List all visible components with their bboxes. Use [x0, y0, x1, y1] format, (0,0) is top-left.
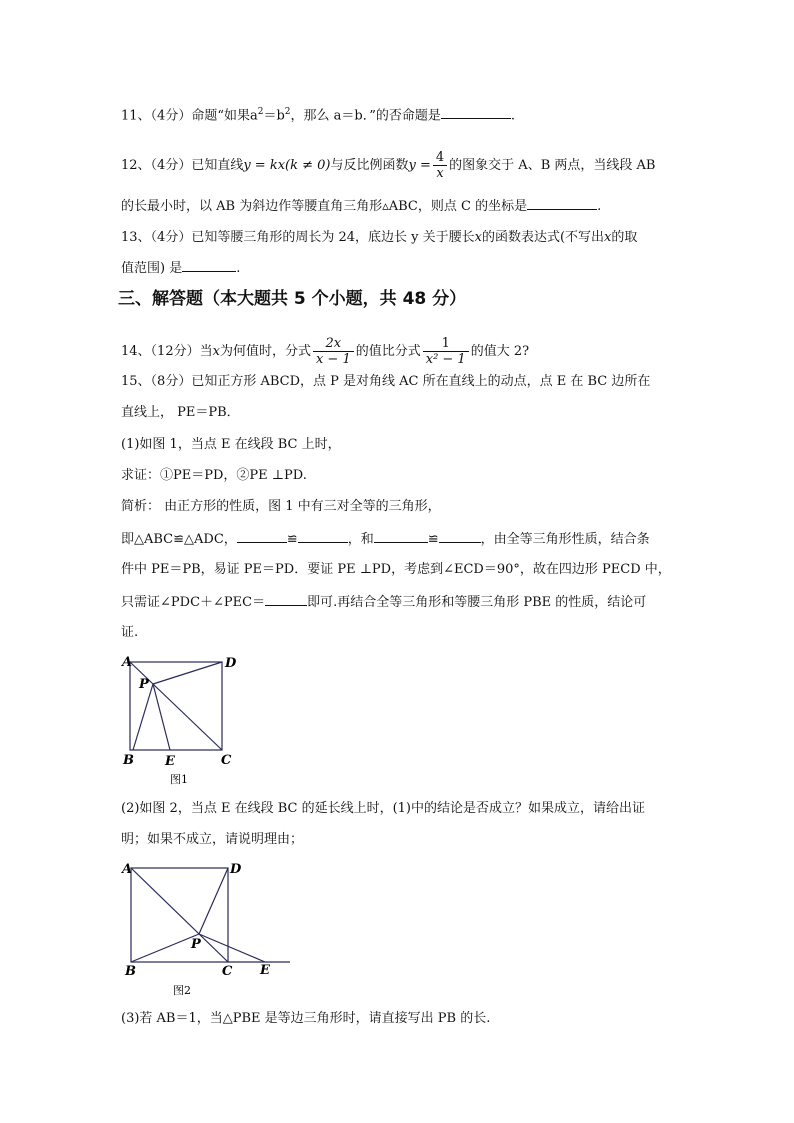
- q15-blank-1[interactable]: [237, 530, 287, 543]
- fig2-segment-pd: [199, 868, 228, 934]
- fig1-label-e: E: [165, 754, 175, 769]
- q15-blank-2[interactable]: [298, 530, 348, 543]
- q12-y-eq: y =: [408, 158, 431, 173]
- q11-mid: ＝b: [263, 108, 285, 124]
- q15-congr-e: ，由全等三角形性质，结合条: [480, 532, 650, 547]
- fig2-label-p: P: [191, 937, 201, 952]
- fig1-caption: 图1: [170, 773, 188, 786]
- question-12-line2: [121, 197, 601, 216]
- figure-1: [115, 652, 245, 787]
- fig1-label-b: B: [123, 753, 134, 768]
- q12-line2: 的长最小时，以 AB 为斜边作等腰直角三角形: [121, 199, 383, 214]
- q11-end: .: [510, 108, 516, 124]
- q15-congr-b: ≌: [286, 532, 298, 547]
- q15-blank-5[interactable]: [265, 593, 307, 606]
- q15-end-line: 证.: [121, 625, 139, 640]
- q14-f1-num: 2x: [313, 336, 354, 352]
- fig2-segment-pe: [199, 934, 265, 962]
- q12-end: .: [597, 199, 602, 214]
- fig1-segment-pe: [153, 684, 170, 750]
- q15-part3: (3)若 AB＝1，当△PBE 是等边三角形时，请直接写出 PB 的长.: [121, 1011, 491, 1026]
- q13-line1: 13、（4分）已知等腰三角形的周长为 24，底边长 y 关于腰长: [121, 230, 475, 245]
- fig1-label-p: P: [139, 677, 149, 692]
- q12-frac-den: x: [436, 166, 444, 181]
- q12-answer-blank[interactable]: [527, 197, 597, 210]
- q15-line2: 直线上， PE＝PB．: [121, 405, 240, 420]
- q13-var-x2: x: [604, 230, 612, 245]
- q15-part2-line1: (2)如图 2，当点 E 在线段 BC 的延长线上时，(1)中的结论是否成立？如果成立，请给出证: [121, 801, 645, 816]
- q12-frac-num: 4: [433, 150, 447, 166]
- q15-condition-line: 件中 PE＝PB，易证 PE＝PD．要证 PE ⊥PD，考虑到∠ECD＝90°，故在四边形 PECD 中，: [121, 562, 671, 577]
- question-12: [121, 150, 655, 181]
- fig2-segment-pb: [131, 934, 199, 962]
- q12-prefix: 12、（4分）已知直线: [121, 158, 244, 173]
- q11-sup2: 2: [284, 107, 291, 117]
- fig2-label-b: B: [125, 964, 136, 979]
- q13-line2: 值范围) 是: [121, 261, 183, 276]
- figure-2: [115, 856, 300, 1001]
- q11-sup1: 2: [257, 107, 264, 117]
- section-3-heading: 三、解答题（本大题共 5 个小题，共 48 分）: [118, 289, 467, 309]
- q13-end: .: [236, 261, 241, 276]
- fig1-label-d: D: [225, 656, 237, 671]
- q15-need-line: [121, 593, 646, 612]
- fig2-label-a: A: [122, 862, 133, 877]
- q13-line1-end: 的函数表达式(不写出: [481, 230, 605, 245]
- fig1-label-c: C: [221, 753, 232, 768]
- q15-part1: (1)如图 1，当点 E 在线段 BC 上时，: [121, 437, 341, 452]
- fig1-diagonal-ac: [130, 662, 222, 750]
- q14-suffix: 的值大 2?: [470, 344, 530, 359]
- q14-f2-den: x² − 1: [425, 352, 466, 367]
- q15-blank-4[interactable]: [439, 530, 481, 543]
- q14-fraction-1: [313, 336, 354, 367]
- question-13: [121, 229, 637, 247]
- q14-mid1: 为何值时，分式: [219, 344, 311, 359]
- q14-prefix: 14、（12分）当: [121, 344, 213, 359]
- q15-prove: 求证：①PE＝PD，②PE ⊥PD.: [121, 468, 307, 483]
- q12-fraction: [433, 150, 447, 181]
- q12-line2-tri: ▵ABC，则点 C 的坐标是: [382, 199, 528, 214]
- question-11: [121, 103, 515, 125]
- q12-mid: 与反比例函数: [330, 158, 409, 173]
- q15-line1: 15、（8分）已知正方形 ABCD，点 P 是对角线 AC 所在直线上的动点，点 E 在 BC 边所在: [121, 374, 651, 389]
- q11-prefix: 11、（4分）命题“如果a: [121, 108, 258, 124]
- q13-var-x1: x: [474, 230, 482, 245]
- fig1-segment-pd: [153, 662, 222, 684]
- fig2-label-c: C: [222, 964, 233, 979]
- fig1-label-a: A: [122, 655, 133, 670]
- q15-congruence-line: [121, 530, 650, 549]
- q14-var-x: x: [212, 344, 220, 359]
- q14-fraction-2: [423, 336, 469, 367]
- fig2-caption: 图2: [173, 984, 191, 997]
- q15-congr-a: 即△ABC≌△ADC，: [121, 532, 237, 547]
- question-14: [121, 336, 529, 367]
- q15-congr-d: ≌: [427, 532, 439, 547]
- question-13-line2: [121, 259, 240, 278]
- fig1-segment-pb: [133, 684, 153, 750]
- fig2-label-d: D: [230, 862, 242, 877]
- q11-suffix: ，那么 a＝b．”的否命题是: [290, 108, 441, 124]
- q12-line-eq: y = kx(k ≠ 0): [243, 158, 331, 173]
- q13-answer-blank[interactable]: [182, 259, 236, 272]
- fig2-diagonal-ac: [131, 868, 228, 962]
- q15-congr-c: ，和: [347, 532, 374, 547]
- q15-analysis: 简析： 由正方形的性质，图 1 中有三对全等的三角形，: [121, 499, 441, 514]
- q14-mid2: 的值比分式: [355, 344, 421, 359]
- q14-f2-num: 1: [423, 336, 469, 352]
- q13-line1-tail: 的取: [611, 230, 638, 245]
- fig2-label-e: E: [260, 963, 270, 978]
- q15-need-b: 即可.再结合全等三角形和等腰三角形 PBE 的性质，结论可: [307, 595, 647, 610]
- q11-answer-blank[interactable]: [441, 106, 511, 119]
- q15-part2-line2: 明；如果不成立，请说明理由；: [121, 832, 304, 847]
- q15-need-a: 只需证∠PDC＋∠PEC＝: [121, 595, 266, 610]
- q14-f1-den: x − 1: [315, 352, 351, 367]
- q12-suffix: 的图象交于 A、B 两点，当线段 AB: [449, 158, 656, 173]
- q15-blank-3[interactable]: [374, 530, 428, 543]
